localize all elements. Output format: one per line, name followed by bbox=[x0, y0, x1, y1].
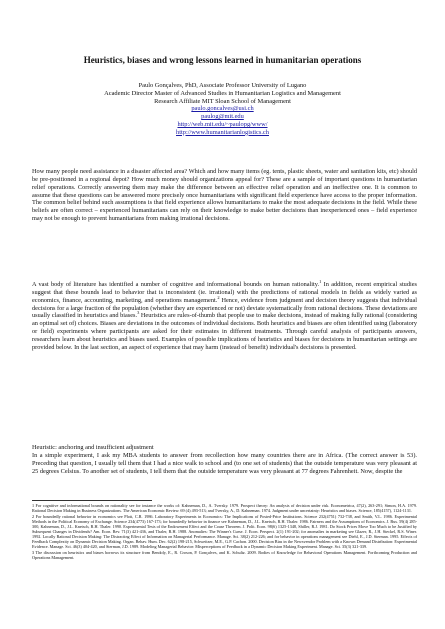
homepage-link-mit[interactable]: http://web.mit.edu/~paulopg/www/ bbox=[177, 120, 268, 128]
homepage-link-humanitarianlogistics[interactable]: http://www.humanitarianlogistics.ch bbox=[176, 128, 269, 136]
paragraph-literature-part1: A vast body of literature has identified a number of cognitive and informational bounds on human rationality. bbox=[32, 281, 320, 288]
footnotes bbox=[32, 503, 417, 560]
paragraph-literature bbox=[32, 278, 418, 352]
footnote-3: 3 The discussion on heuristics and biases borrows its structure from Bendoly, E., R. Croson, P. Gonçalves, and K. Schultz. 2009. Bodies of Knowledge for Behavioral Operations Management. Forthcoming Production and Operations Management. bbox=[32, 549, 417, 560]
section-heading-anchoring: Heuristic: anchoring and insufficient adjustment bbox=[32, 444, 154, 451]
paragraph-literature-part3: Hence, evidence from judgment and decision theory suggests that individual decisions for a large fraction of the population (whether they are experienced or not) deviate systematically from rational decisions. These deviations are usually classified in heuristics and biases. bbox=[32, 296, 418, 320]
footnote-ref-1[interactable]: 1 bbox=[319, 278, 322, 284]
footnote-2: 2 For boundedly rational behavior in economics see Plott, C.R. 1986. Laboratory Experiments in Economics: The Implications of Posted-Price Institutions. Science 232(4751) 732-738, and Smith, V.L. 1986. Experimental Methods in the Political Economy of Exchange. Science 234(4773) 167-173; for boundedly behavior in finance see Kahneman, D., J.L. Knetsch, R.H. Thaler. 1986. Fairness and the Assumptions of Economics. J. Bus. 59(4) 285-300, Kahneman, D., J.L. Knetsch, R.H. Thaler. 1990. Experimental Tests of the Endowment Effect and the Coase Theorem. J. Polit. Econ. 98(6) 1325-1348, Shiller, R.J. 1981. Do Stock Prices Move Too Much to be Justified by Subsequent Changes in Dividends? Am. Econ. Rev. 71(3) 421-436, and Thaler, R.H. 1988. Anomalies: The Winner's Curse. J. Econ. Perspect. 2(1) 191-202; for anomalies in marketing see Glazer, R., J.H. Steckel, R.S. Winer. 1992. Locally Rational Decision Making: The Distracting Effect of Information on Managerial Performance. Manage. Sci. 38(2) 212-226; and for behavior in operations management see Diehl, E., J.D. Sterman. 1995. Effects of Feedback Complexity on Dynamic Decision Making. Organ. Behav. Hum. Dec. 62(2) 198-215, Schweitzer, M.E., G.P. Cachon. 2000. Decision Bias in the Newsvendor Problem with a Known Demand Distribution: Experimental Evidence. Manage. Sci. 46(3) 404-420, and Sterman, J.D. 1989. Modeling Managerial Behavior: Misperceptions of Feedback in a Dynamic Decision Making Experiment. Manage. Sci. 35(3) 321-339. bbox=[32, 513, 417, 549]
author-name-line: Paulo Gonçalves, PhD, Associate Professor University of Lugano bbox=[138, 82, 307, 89]
paragraph-literature-part2: In addition, recent empirical studies suggest that these bounds lead to behavior that is inconsistent (ie. irrational) with the predictions of rational models in fields as widely varied as economics, finance, accounting, marketing, and operations management. bbox=[32, 281, 417, 304]
author-role-line: Academic Director Master of Advanced Studies in Humanitarian Logistics and Management bbox=[104, 89, 341, 97]
paragraph-anchoring: In a simple experiment, I ask my MBA students to answer from recollection how many countries there are in Africa. (The correct answer is 53). Preceding that question, I usually tell them that I had a nice walk to school and (to one set of students) that the outside temperature was very pleasant at 25 degrees Celsius. To another set of students, I tell them that the outside temperature was very pleasant at 77 degrees Fahrenheit. Now, despite the bbox=[32, 452, 417, 475]
footnote-ref-3[interactable]: 3 bbox=[137, 310, 140, 316]
footnote-ref-2[interactable]: 2 bbox=[217, 294, 220, 300]
author-block bbox=[0, 82, 445, 137]
footnote-divider bbox=[32, 500, 152, 501]
email-link-usi[interactable]: paulo.goncalves@usi.ch bbox=[191, 105, 254, 113]
email-link-mit[interactable]: paulog@mit.edu bbox=[201, 113, 244, 121]
paragraph-literature-part4: Heuristics are rules-of-thumb that people use to make decisions, instead of making fully rational (considering an optimal set of) choices. Biases are deviations in the outcomes of individual decisions. Both heuristics and biases are often identified using (laboratory or field) experiments where participants are asked for their estimates in different treatments. Through careful analysis of participants answers, researchers learn about heuristics and biases used. Examples of possible implications of heuristics and biases for decisions in humanitarian settings are provided below. In the last section, an aspect of experience that may harm (instead of benefit) individual's decisions is presented. bbox=[32, 312, 417, 351]
footnote-1: 1 For cognitive and informational bounds on rationality see for instance the works of: Kahneman, D., A. Tversky. 1979. Prospect theory: An analysis of decision under risk. Econometrica, 47(2), 263-291; Simon, H.A. 1979. Rational Decision Making in Business Organizations. The American Economic Review. 69 (4) 493-513; and Tversky, A., D. Kahneman. 1974. Judgment under uncertainty: Heuristics and biases. Science, 185(4157), 1124-1131. bbox=[32, 503, 417, 514]
document-title: Heuristics, biases and wrong lessons learned in humanitarian operations bbox=[83, 55, 362, 65]
author-affiliation-line: Research Affiliate MIT Sloan School of Management bbox=[154, 97, 291, 105]
paragraph-intro: How many people need assistance in a disaster affected area? Which and how many items (eg. tents, plastic sheets, water and sanitation kits, etc) should be pre-positioned in a regional depot? How much money should organizations appeal for? These are a sample of important questions in humanitarian relief operations. Correctly answering them may make the difference between an effective relief operation and an ineffective one. It is common to assume that these questions can be answered more precisely once humanitarians with significant field experience have access to the proper information. The common belief behind such assumptions is that field experience allows humanitarians to make the most adequate decisions in the field. While these beliefs are often correct – experienced humanitarians can rely on their knowledge to make better decisions than inexperienced ones – field experience may not be enough to prevent humanitarians from making irrational decisions. bbox=[32, 168, 417, 223]
